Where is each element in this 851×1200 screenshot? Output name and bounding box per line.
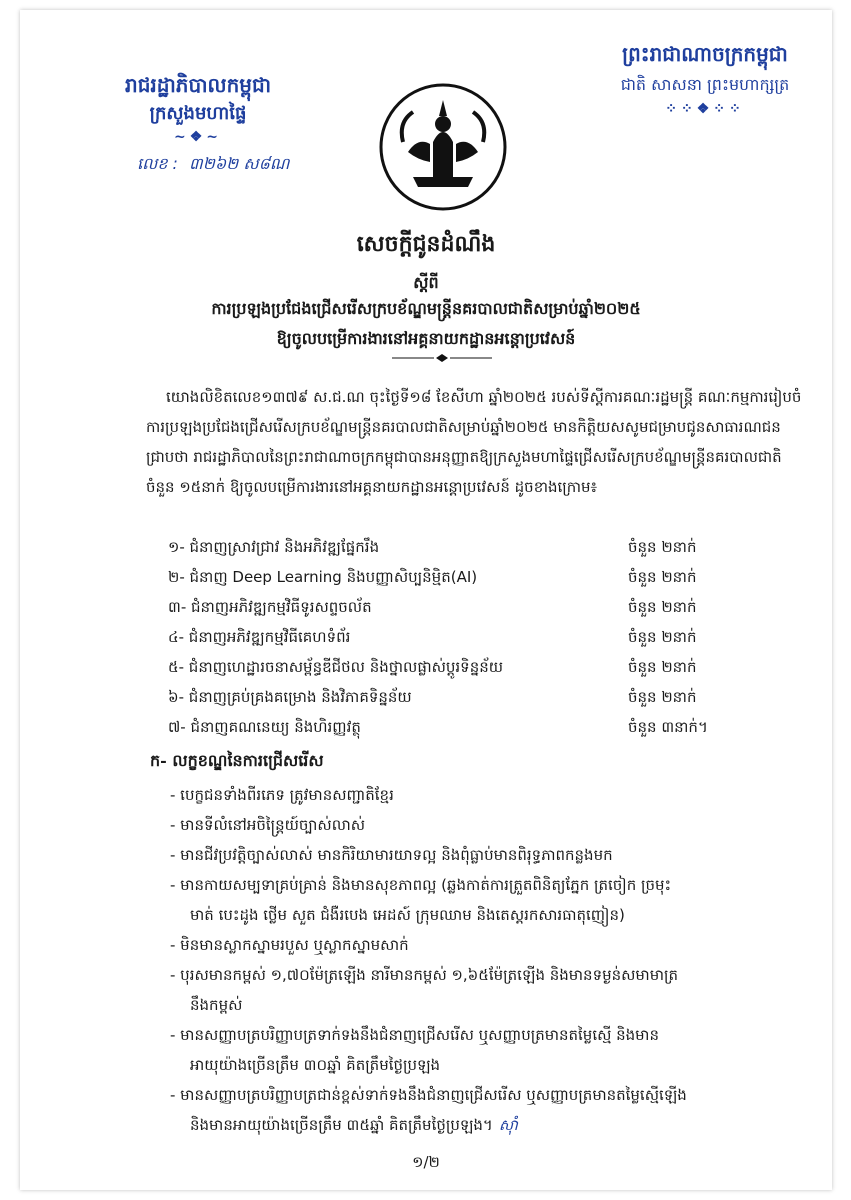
ministry-name: ក្រសួងមហាផ្ទៃ [149,103,247,124]
position-label: ១- ជំនាញស្រាវជ្រាវ និងអភិវឌ្ឍផ្នែករឹង [168,538,380,556]
position-label: ៣- ជំនាញអភិវឌ្ឍកម្មវិធីទូរសព្ទចល័ត [168,598,372,616]
criteria-item: - មានកាយសម្បទាគ្រប់គ្រាន់ និងមានសុខភាពល្អ (ឆ្លងកាត់ការត្រួតពិនិត្យភ្នែក ត្រចៀក ច្រមុះ [170,876,672,894]
criteria-item-continuation: នឹងកម្ពស់ [190,996,243,1014]
criteria-heading: ក- លក្ខខណ្ឌនៃការជ្រើសរើស [150,751,324,770]
position-count: ចំនួន ២នាក់ [628,628,697,646]
criteria-item: - មានសញ្ញាបត្របរិញ្ញាបត្រជាន់ខ្ពស់ទាក់ទងនឹងជំនាញជ្រើសរើស ឬសញ្ញាបត្រមានតម្លៃស្មើឡើង [170,1086,687,1104]
criteria-item-continuation [170,1110,820,1140]
position-label: ២- ជំនាញ Deep Learning និងបញ្ញាសិប្បនិម្មិត(AI) [168,568,478,586]
position-count: ចំនួន ២នាក់ [628,538,697,556]
position-label: ៤- ជំនាញអភិវឌ្ឍកម្មវិធីគេហទំព័រ [168,628,351,646]
criteria-item: - មានជីវប្រវត្តិច្បាស់លាស់ មានកិរិយាមារយាទល្អ និងពុំធ្លាប់មានពិរុទ្ធភាពកន្លងមក [170,846,613,864]
notice-subject-line2: ឱ្យចូលបម្រើការងារនៅអគ្គនាយកដ្ឋានអន្តោប្រវេសន៍ [276,329,576,348]
list-item [168,622,728,652]
criteria-item-continuation: មាត់ បេះដូង ថ្លើម សួត ជំងឺរបេង អេដស៍ ក្រុមឈាម និងតេស្តរកសារធាតុញៀន) [190,906,625,924]
government-name: រាជរដ្ឋាភិបាលកម្ពុជា [125,73,271,97]
position-count: ចំនួន ២នាក់ [628,598,697,616]
criteria-item: - មានសញ្ញាបត្របរិញ្ញាបត្រទាក់ទងនឹងជំនាញជ្រើសរើស ឬសញ្ញាបត្រមានតម្លៃស្មើ និងមាន [170,1026,659,1044]
position-count: ចំនួន ២នាក់ [628,568,697,586]
notice-title: សេចក្តីជូនដំណឹង [356,231,496,257]
position-label: ៦- ជំនាញគ្រប់គ្រងគម្រោង និងវិភាគទិន្នន័យ [168,688,412,706]
list-item [168,712,728,742]
page-number: ១/២ [412,1153,440,1171]
list-item [168,682,728,712]
intro-paragraph: យោងលិខិតលេខ១៣៧៩ ស.ជ.ណ ចុះថ្ងៃទី១៨ ខែសីហា ឆ្នាំ២០២៥ របស់ទីស្តីការគណៈរដ្ឋមន្ត្រី គណៈកម្មការរៀបចំការប្រឡងប្រជែងជ្រើសរើសក្របខ័ណ្ឌមន្ត្រីនគរបាលជាតិសម្រាប់ឆ្នាំ២០២៥ មានកិត្តិយសសូមជម្រាបជូនសាធារណជនជ្រាបថា រាជរដ្ឋាភិបាលនៃព្រះរាជាណាចក្រកម្ពុជាបានអនុញ្ញាតឱ្យក្រសួងមហាផ្ទៃជ្រើសរើសក្របខ័ណ្ឌមន្ត្រីនគរបាលជាតិ ចំនួន ១៥នាក់ ឱ្យចូលបម្រើការងារនៅអគ្គនាយកដ្ឋានអន្តោប្រវេសន៍ ដូចខាងក្រោម៖ [146,388,802,496]
ornament-icon: ⁘⁘❖⁘⁘ [665,101,745,117]
list-item [168,562,728,592]
kingdom-name: ព្រះរាជាណាចក្រកម្ពុជា [622,42,788,66]
list-item [168,532,728,562]
criteria-item-continuation: អាយុយ៉ាងច្រើនត្រឹម ៣០ឆ្នាំ គិតត្រឹមថ្ងៃប្រឡង [190,1056,441,1074]
ornament-icon: ~❖~ [173,129,222,145]
reference-value: ៣២៦២ ស៨ណ [189,154,290,173]
list-item [168,592,728,622]
kingdom-motto: ជាតិ សាសនា ព្រះមហាក្សត្រ [620,75,790,94]
notice-subject-line1: ការប្រឡងប្រជែងជ្រើសរើសក្របខ័ណ្ឌមន្ត្រីនគរបាលជាតិសម្រាប់ឆ្នាំ២០២៥ [211,299,641,318]
notice-subject-label: ស្តីពី [413,273,439,292]
criteria-list [170,780,820,1140]
list-item [168,652,728,682]
criteria-item: - មានទីលំនៅអចិន្ត្រៃយ៍ច្បាស់លាស់ [170,816,366,834]
positions-list [168,532,728,742]
reference-number [137,153,289,177]
kingdom-header [585,38,825,118]
criteria-item-continuation-text: និងមានអាយុយ៉ាងច្រើនត្រឹម ៣៥ឆ្នាំ គិតត្រឹមថ្ងៃប្រឡង។ [190,1116,493,1134]
criteria-item: - បេក្ខជនទាំងពីរភេទ ត្រូវមានសញ្ជាតិខ្មែរ [170,786,394,804]
position-label: ៧- ជំនាញគណនេយ្យ និងហិរញ្ញវត្ថុ [168,718,361,736]
position-count: ចំនួន ២នាក់ [628,688,697,706]
criteria-item: - មិនមានស្លាកស្នាមរបួស ឬស្លាកស្នាមសាក់ [170,936,409,954]
reference-label: លេខ : [137,154,178,173]
handwritten-initials: ស៊ាំ [498,1116,518,1134]
criteria-item: - បុរសមានកម្ពស់ ១,៧០ម៉ែត្រឡើង នារីមានកម្ពស់ ១,៦៥ម៉ែត្រឡើង និងមានទម្ងន់សមាមាត្រ [170,966,678,984]
divider-ornament-icon [392,354,492,362]
position-label: ៥- ជំនាញហេដ្ឋារចនាសម្ព័ន្ធឌីជីថល និងថ្នាលផ្លាស់ប្តូរទិន្នន័យ [168,658,504,676]
position-count: ចំនួន ៣នាក់។ [628,718,708,736]
document-page [20,10,832,1190]
ministry-emblem-icon [378,82,508,212]
position-count: ចំនួន ២នាក់ [628,658,697,676]
ministry-header [98,70,298,146]
